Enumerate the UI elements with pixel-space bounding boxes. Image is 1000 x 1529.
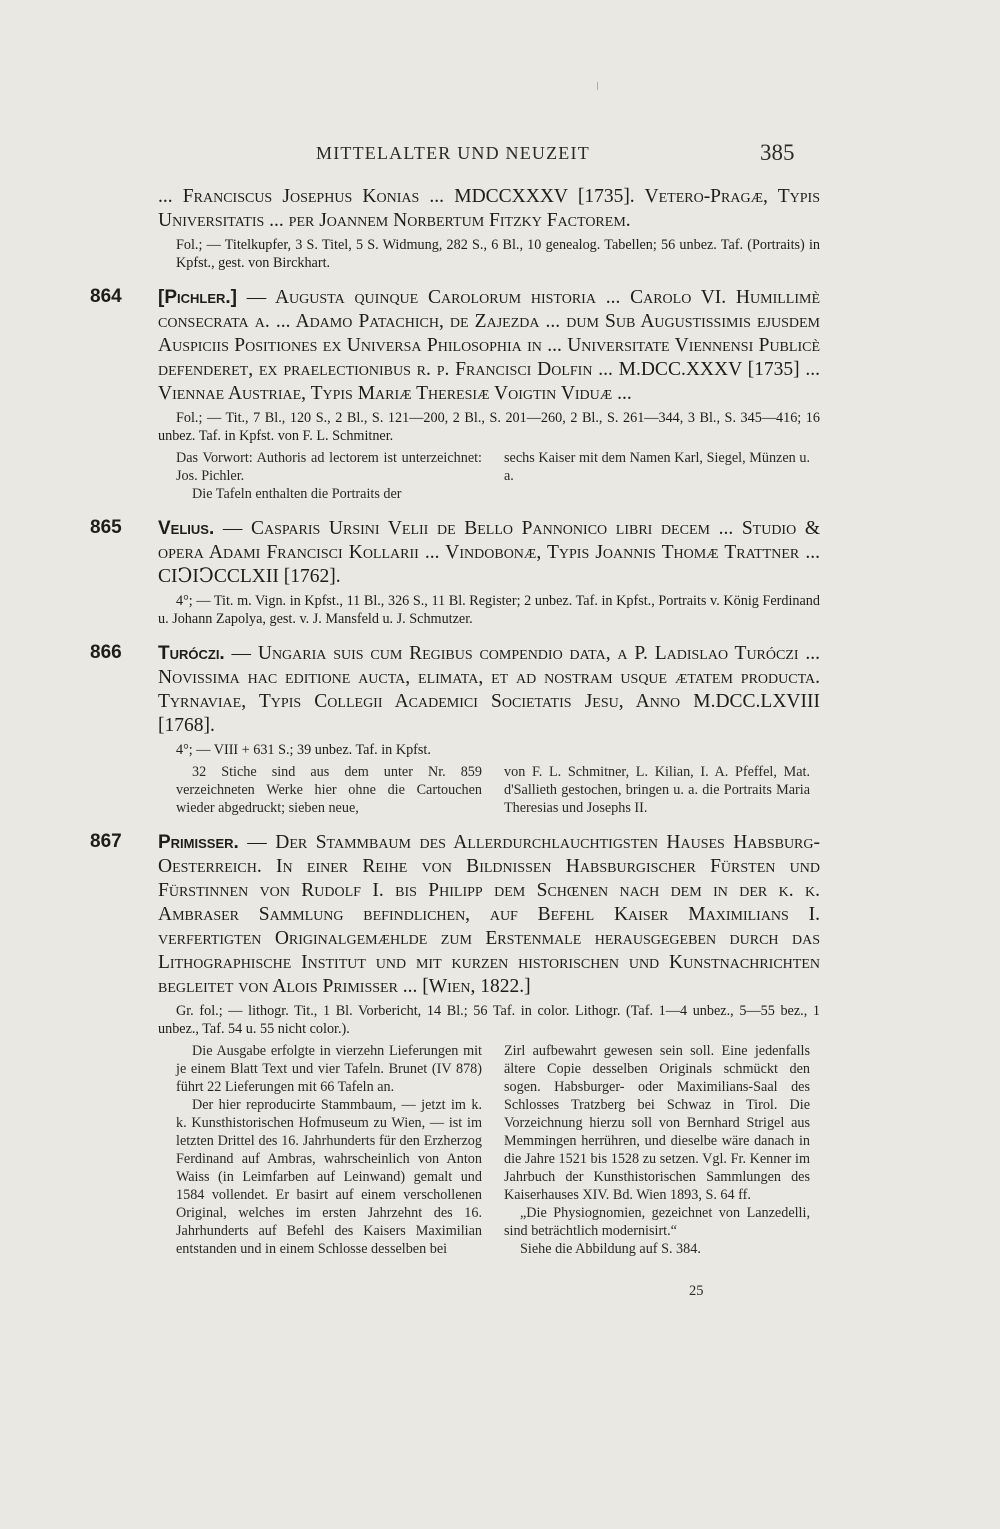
entry-864 [90,286,820,503]
catalog-entries [90,185,820,1272]
entry-number: 867 [90,831,122,852]
entry-continuation [90,185,820,272]
page-number: 385 [760,140,795,165]
entry-author: Turóczi. [158,643,225,664]
entry-collation: Fol.; — Tit., 7 Bl., 120 S., 2 Bl., S. 121—200, 2 Bl., S. 201—260, 2 Bl., S. 261—344, 3 Bl., S. 345—416; 16 unbez. Taf. in Kpfst. von F. L. Schmitner. [158,410,820,444]
entry-title [158,831,820,999]
note-paragraph: Die Tafeln enthalten die Portraits der [192,486,402,502]
entry-title [158,517,820,589]
entry-title [158,642,820,738]
notes-left-column [176,1042,482,1258]
note-paragraph: Das Vorwort: Authoris ad lectorem ist unterzeichnet: Jos. Pichler. [176,450,482,484]
note-paragraph: Der hier reproducirte Stammbaum, — jetzt im k. k. Kunsthistorischen Hofmuseum zu Wien, — ist im letzten Drittel des 16. Jahrhunderts für den Erzherzog Ferdinand auf Ambras, wahrscheinlich von Anton Waiss (in Leimfarben auf Leinwand) gemalt und 1584 vollendet. Er basirt auf einem verschollenen Original, welches im ersten Jahrzehnt des 16. Jahrhunderts auf Befehl des Kaisers Maximilian entstanden und in einem Schlosse desselben bei [176,1097,482,1257]
entry-number: 866 [90,642,122,663]
note-paragraph: von F. L. Schmitner, L. Kilian, I. A. Pfeffel, Mat. d'Sallieth gestochen, bringen u. a. die Portraits Maria Theresias und Josephs II. [504,764,810,816]
entry-author: Velius. [158,518,215,539]
notes-left-column [176,763,482,817]
note-paragraph: Die Ausgabe erfolgte in vierzehn Lieferungen mit je einem Blatt Text und vier Tafeln. Brunet (IV 878) führt 22 Lieferungen mit 66 Tafeln an. [176,1043,482,1095]
page-header [0,140,1000,173]
note-paragraph: sechs Kaiser mit dem Namen Karl, Siegel, Münzen u. a. [504,450,810,484]
entry-title-text: — Augusta quinque Carolorum historia ... Carolo VI. Humillimè conſecrata a. ... Adamo Patachich, de Zajezda ... dum Sub Auguſtiſſimis ejuſdem Auſpiciis Poſitiones ex Univerſa Philoſophia in ... Universitate Viennensi Publicè defenderet, ex praelectionibus r. p. Francisci Dolfin ... M.DCC.XXXV [1735] ... Viennae Austriae, Typis Mariæ Thereſiæ Voigtin Viduæ ... [158,287,821,404]
note-paragraph: Zirl aufbewahrt gewesen sein soll. Eine jedenfalls ältere Copie desselben Originals schmückt den sogen. Habsburger- oder Maximilians-Saal des Schlosses Tratzberg bei Schwaz in Tirol. Die Vorzeichnung hierzu soll von Bernhard Strigel aus Memmingen herrühren, und dieselbe wäre danach in die Jahre 1521 bis 1528 zu setzen. Vgl. Fr. Kenner im Jahrbuch der Kunsthistorischen Sammlungen des Kaiserhauses XIV. Bd. Wien 1893, S. 64 ff. [504,1043,810,1203]
entry-notes [158,449,820,503]
entry-866 [90,642,820,817]
scan-mark [597,82,598,90]
entry-title-text: — Casparis Ursini Velii de Bello Pannonico libri decem ... Studio & opera Adami Francisci Kollarii ... Vindobonæ, Typis Joannis Thomæ Trattner ... CIↃIↃCCLXII [1762]. [158,518,820,587]
entry-title-text: — Ungaria suis cum Regibus compendio data, a P. Ladislao Turóczi ... Novissima hac editione aucta, elimata, et ad nostram usque ætatem producta. Tyrnaviae, Typis Collegii Academici Societatis Jesu, Anno M.DCC.LXVIII [1768]. [158,643,821,736]
entry-title [158,286,820,406]
note-paragraph: Siehe die Abbildung auf S. 384. [520,1241,701,1257]
entry-collation: 4°; — Tit. m. Vign. in Kpfst., 11 Bl., 326 S., 11 Bl. Register; 2 unbez. Taf. in Kpfst., Portraits v. König Ferdinand u. Johann Zapolya, gest. v. J. Mansfeld u. J. Schmutzer. [158,593,820,627]
signature-mark: 25 [689,1283,704,1299]
entry-865 [90,517,820,628]
entry-title: ... Franciscus Josephus Konias ... MDCCXXXV [1735]. Vetero-Pragæ, Typis Univerſitatis ... per Joannem Norbertum Fitzky Factorem. [158,186,820,231]
entry-author: Primisser. [158,832,239,853]
entry-author: [Pichler.] [158,287,237,308]
notes-right-column [504,1042,810,1258]
notes-right-column [504,449,810,503]
entry-title-text: — Der Stammbaum des Allerdurchlauchtigsten Hauses Habsburg-Oesterreich. In einer Reihe von Bildnissen Habsburgischer Fürsten und Fürstinnen von Rudolf I. bis Philipp dem Schœnen nach dem in der k. k. Ambraser Sammlung befindlichen, auf Befehl Kaiser Maximilians I. verfertigten Originalgemæhlde zum Erstenmale herausgegeben durch das Lithographische Institut und mit kurzen historischen und Kunstnachrichten begleitet von Alois Primisser ... [Wien, 1822.] [158,832,821,997]
entry-collation: Gr. fol.; — lithogr. Tit., 1 Bl. Vorbericht, 14 Bl.; 56 Taf. in color. Lithogr. (Taf. 1—4 unbez., 5—55 bez., 1 unbez., Taf. 54 u. 55 nicht color.). [158,1003,820,1037]
entry-collation: 4°; — VIII + 631 S.; 39 unbez. Taf. in Kpfst. [176,742,431,758]
running-head: MITTELALTER UND NEUZEIT [316,143,590,163]
notes-right-column [504,763,810,817]
entry-number: 864 [90,286,122,307]
entry-notes [158,763,820,817]
note-paragraph: „Die Physiognomien, gezeichnet von Lanzedelli, sind beträchtlich modernisirt.“ [504,1205,810,1239]
entry-notes [158,1042,820,1258]
notes-left-column [176,449,482,503]
entry-number: 865 [90,517,122,538]
entry-collation: Fol.; — Titelkupfer, 3 S. Titel, 5 S. Widmung, 282 S., 6 Bl., 10 genealog. Tabellen; 56 unbez. Taf. (Portraits) in Kpfst., gest. von Birckhart. [176,237,820,271]
note-paragraph: 32 Stiche sind aus dem unter Nr. 859 verzeichneten Werke hier ohne die Cartouchen wieder abgedruckt; sieben neue, [176,764,482,816]
entry-867 [90,831,820,1258]
